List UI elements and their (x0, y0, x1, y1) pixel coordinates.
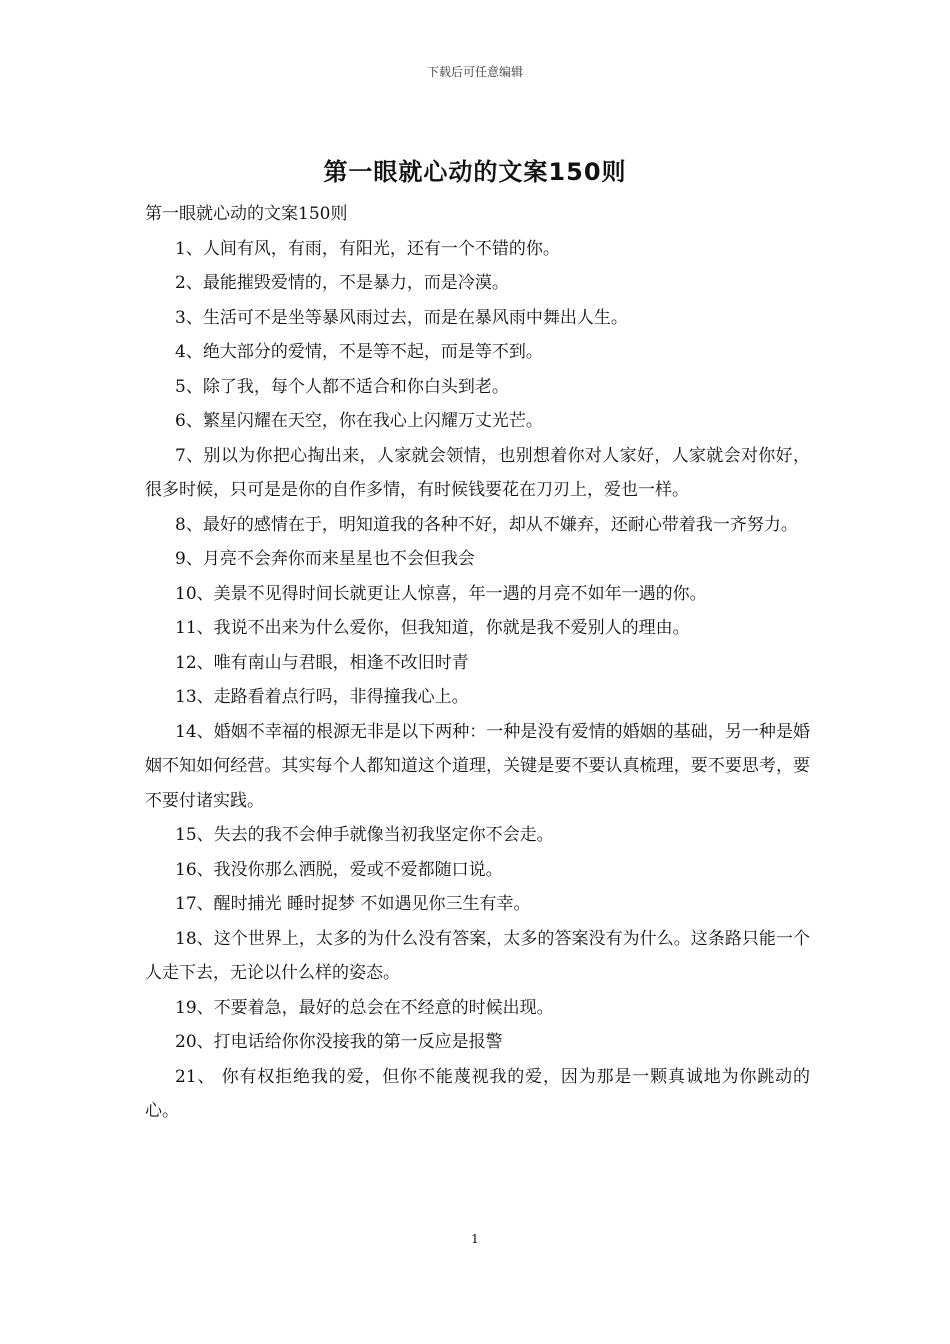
paragraph-20: 20、打电话给你你没接我的第一反应是报警 (175, 1032, 503, 1052)
paragraph-3: 3、生活可不是坐等暴风雨过去，而是在暴风雨中舞出人生。 (175, 307, 628, 328)
header-note: 下载后可任意编辑 (426, 65, 523, 79)
paragraph-9: 9、月亮不会奔你而来星星也不会但我会 (175, 549, 475, 569)
paragraph-5: 5、除了我，每个人都不适合和你白头到老。 (175, 376, 509, 397)
document-body (145, 197, 810, 1129)
paragraph-15: 15、失去的我不会伸手就像当初我坚定你不会走。 (175, 825, 554, 845)
document-title: 第一眼就心动的文案150则 (323, 158, 627, 186)
paragraph-16: 16、我没你那么洒脱，爱或不爱都随口说。 (175, 859, 503, 880)
paragraph-1: 1、人间有风，有雨，有阳光，还有一个不错的你。 (175, 238, 560, 259)
paragraph-7: 7、别以为你把心掏出来，人家就会领情，也别想着你对人家好，人家就会对你好，很多时候，只可是是你的自作多情，有时候钱要花在刀刃上，爱也一样。 (145, 445, 810, 500)
paragraph-13: 13、走路看着点行吗，非得撞我心上。 (175, 687, 469, 707)
paragraph-8: 8、最好的感情在于，明知道我的各种不好，却从不嫌弃，还耐心带着我一齐努力。 (175, 514, 798, 535)
paragraph-19: 19、不要着急，最好的总会在不经意的时候出现。 (175, 997, 554, 1018)
page-number: 1 (471, 1232, 479, 1246)
paragraph-11: 11、我说不出来为什么爱你，但我知道，你就是我不爱别人的理由。 (175, 618, 690, 638)
paragraph-2: 2、最能摧毁爱情的，不是暴力，而是冷漠。 (175, 273, 509, 293)
paragraph-17: 17、醒时捕光 睡时捉梦 不如遇见你三生有幸。 (175, 894, 531, 914)
paragraph-6: 6、繁星闪耀在天空，你在我心上闪耀万丈光芒。 (175, 411, 543, 431)
paragraph-14: 14、婚姻不幸福的根源无非是以下两种：一种是没有爱情的婚姻的基础，另一种是婚姻不知如何经营。其实每个人都知道这个道理，关键是要不要认真梳理，要不要思考，要不要付诸实践。 (145, 721, 810, 811)
paragraph-21: 21、 你有权拒绝我的爱，但你不能蔑视我的爱，因为那是一颗真诚地为你跳动的心。 (145, 1066, 810, 1121)
paragraph-10: 10、美景不见得时间长就更让人惊喜，年一遇的月亮不如年一遇的你。 (175, 583, 707, 604)
paragraph-12: 12、唯有南山与君眼，相逢不改旧时青 (175, 652, 469, 673)
document-subtitle: 第一眼就心动的文案150则 (145, 204, 348, 224)
paragraph-4: 4、绝大部分的爱情，不是等不起，而是等不到。 (175, 342, 543, 362)
paragraph-18: 18、这个世界上，太多的为什么没有答案，太多的答案没有为什么。这条路只能一个人走下去，无论以什么样的姿态。 (145, 928, 810, 983)
